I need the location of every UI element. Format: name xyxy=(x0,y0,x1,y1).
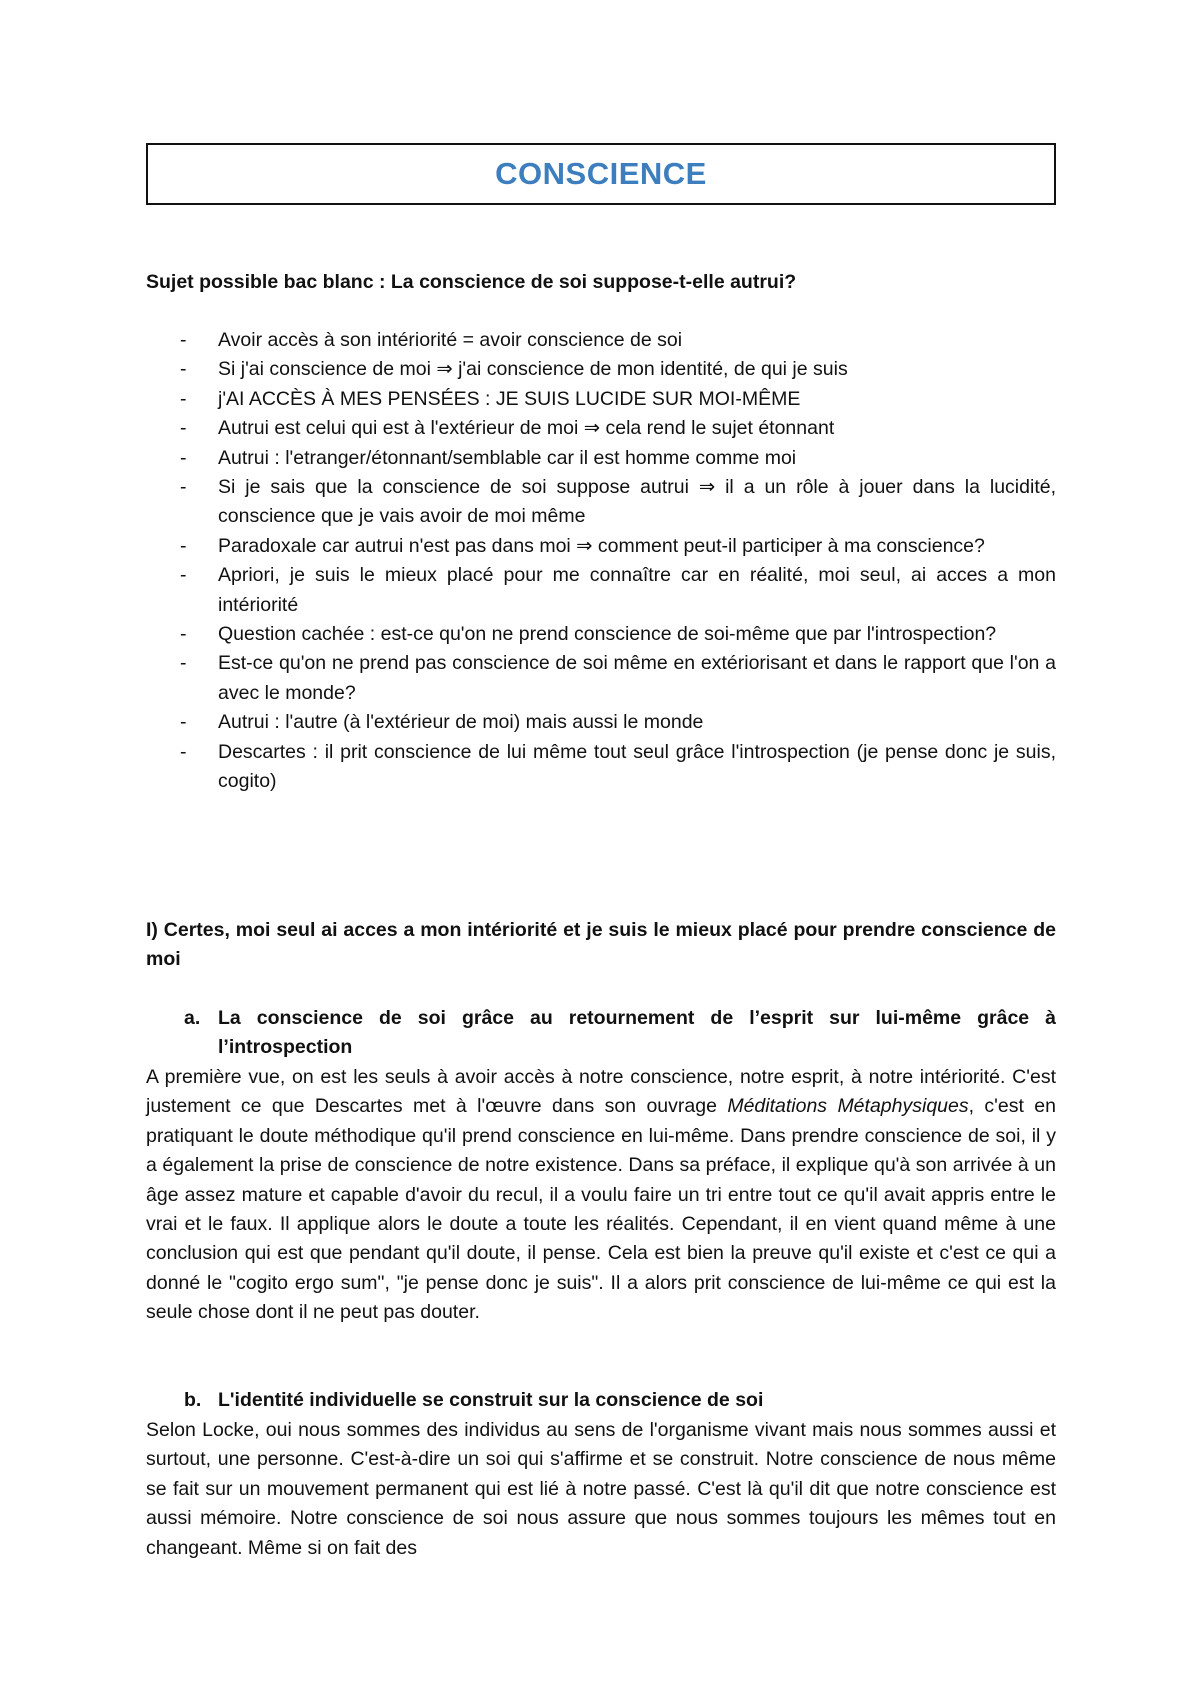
bullet-dash: - xyxy=(180,446,187,469)
list-item-text: Autrui : l'autre (à l'extérieur de moi) mais aussi le monde xyxy=(218,711,704,734)
list-item xyxy=(146,620,1056,649)
bullet-dash: - xyxy=(180,329,187,351)
list-item-text: j'AI ACCÈS À MES PENSÉES : JE SUIS LUCIDE SUR MOI-MÊME xyxy=(218,387,801,410)
list-item-text: Paradoxale car autrui n'est pas dans moi ⇒ comment peut-il participer à ma conscience? xyxy=(218,534,985,557)
list-item xyxy=(146,561,1056,620)
list-item-text: Avoir accès à son intériorité = avoir conscience de soi xyxy=(218,329,683,351)
list-item xyxy=(146,649,1056,708)
bullet-dash: - xyxy=(180,623,187,646)
section-heading: I) Certes, moi seul ai acces a mon intériorité et je suis le mieux placé pour prendre conscience de moi xyxy=(146,919,1056,971)
bullet-dash: - xyxy=(180,711,187,734)
bullet-dash: - xyxy=(180,534,187,557)
subsection-letter: a. xyxy=(184,1007,201,1029)
list-item-text: Si j'ai conscience de moi ⇒ j'ai conscience de mon identité, de qui je suis xyxy=(218,358,848,381)
book-title: Méditations Métaphysiques xyxy=(727,1095,969,1118)
paragraph-a-end: , c'est en pratiquant le doute méthodique qu'il prend conscience en lui-même. Dans prendre conscience de soi, il y a également la prise de conscience de notre existence. Dans sa préface, il explique qu'à son arrivée à un âge assez mature et capable d'avoir du recul, il a voulu faire un tri entre tout ce qu'il avait appris entre le vrai et le faux. Il applique alors le doute a toute les réalités. Cependant, il en vient quand même à une conclusion qui est que pendant qu'il doute, il pense. Cela est bien la preuve qu'il existe et c'est ce qui a donné le "cogito ergo sum", "je pense donc je suis". Il a alors prit conscience de lui-même ce qui est la seule chose dont il ne peut pas douter. xyxy=(146,1095,1056,1324)
list-item xyxy=(146,355,1056,384)
bullet-dash: - xyxy=(180,564,187,587)
list-item-text: Est-ce qu'on ne prend pas conscience de soi même en extériorisant et dans le rapport que l'on a avec le monde? xyxy=(218,652,1056,704)
list-item xyxy=(146,738,1056,797)
list-item-text: Descartes : il prit conscience de lui même tout seul grâce l'introspection (je pense donc je suis, cogito) xyxy=(218,740,1056,793)
subsection-letter: b. xyxy=(184,1389,202,1411)
title-box xyxy=(146,143,1056,205)
subsection-b-heading xyxy=(146,1386,1056,1415)
bullet-dash: - xyxy=(180,476,187,499)
bullet-dash: - xyxy=(180,417,187,440)
list-item-text: Si je sais que la conscience de soi suppose autrui ⇒ il a un rôle à jouer dans la lucidité, conscience que je vais avoir de moi même xyxy=(218,476,1056,528)
subject-line: Sujet possible bac blanc : La conscience de soi suppose-t-elle autrui? xyxy=(146,271,797,293)
list-item xyxy=(146,385,1056,414)
list-item-text: Question cachée : est-ce qu'on ne prend conscience de soi-même que par l'introspection? xyxy=(218,623,997,646)
bullet-dash: - xyxy=(180,652,187,675)
list-item-text: Apriori, je suis le mieux placé pour me connaître car en réalité, moi seul, ai acces a mon intériorité xyxy=(218,564,1056,616)
list-item-text: Autrui est celui qui est à l'extérieur de moi ⇒ cela rend le sujet étonnant xyxy=(218,417,835,440)
bullet-dash: - xyxy=(180,358,187,381)
subsection-title: La conscience de soi grâce au retournement de l’esprit sur lui-même grâce à l’introspection xyxy=(218,1007,1056,1059)
paragraph-a xyxy=(146,1063,1056,1328)
subsection-title: L'identité individuelle se construit sur la conscience de soi xyxy=(218,1389,764,1411)
list-item xyxy=(146,414,1056,443)
paragraph-a-start: A première vue, on est les seuls à avoir accès à notre conscience, notre esprit, à notre intériorité. C'est justement ce que Descartes met à l'œuvre dans son ouvrage xyxy=(146,1066,1056,1118)
list-item xyxy=(146,532,1056,561)
list-item xyxy=(146,473,1056,532)
list-item xyxy=(146,326,1056,355)
bullet-dash: - xyxy=(180,740,187,763)
list-item xyxy=(146,444,1056,473)
document-title: CONSCIENCE xyxy=(495,156,707,191)
list-item-text: Autrui : l'etranger/étonnant/semblable car il est homme comme moi xyxy=(218,446,797,469)
bullet-dash: - xyxy=(180,387,187,410)
subsection-a-heading xyxy=(146,1004,1056,1063)
paragraph-b: Selon Locke, oui nous sommes des individus au sens de l'organisme vivant mais nous sommes aussi et surtout, une personne. C'est-à-dire un soi qui s'affirme et se construit. Notre conscience de nous même se fait sur un mouvement permanent qui est lié à notre passé. C'est là qu'il dit que notre conscience est aussi mémoire. Notre conscience de soi nous assure que nous sommes toujours les mêmes tout en changeant. Même si on fait des xyxy=(146,1419,1056,1559)
list-item xyxy=(146,708,1056,737)
bullet-list xyxy=(146,326,1056,797)
